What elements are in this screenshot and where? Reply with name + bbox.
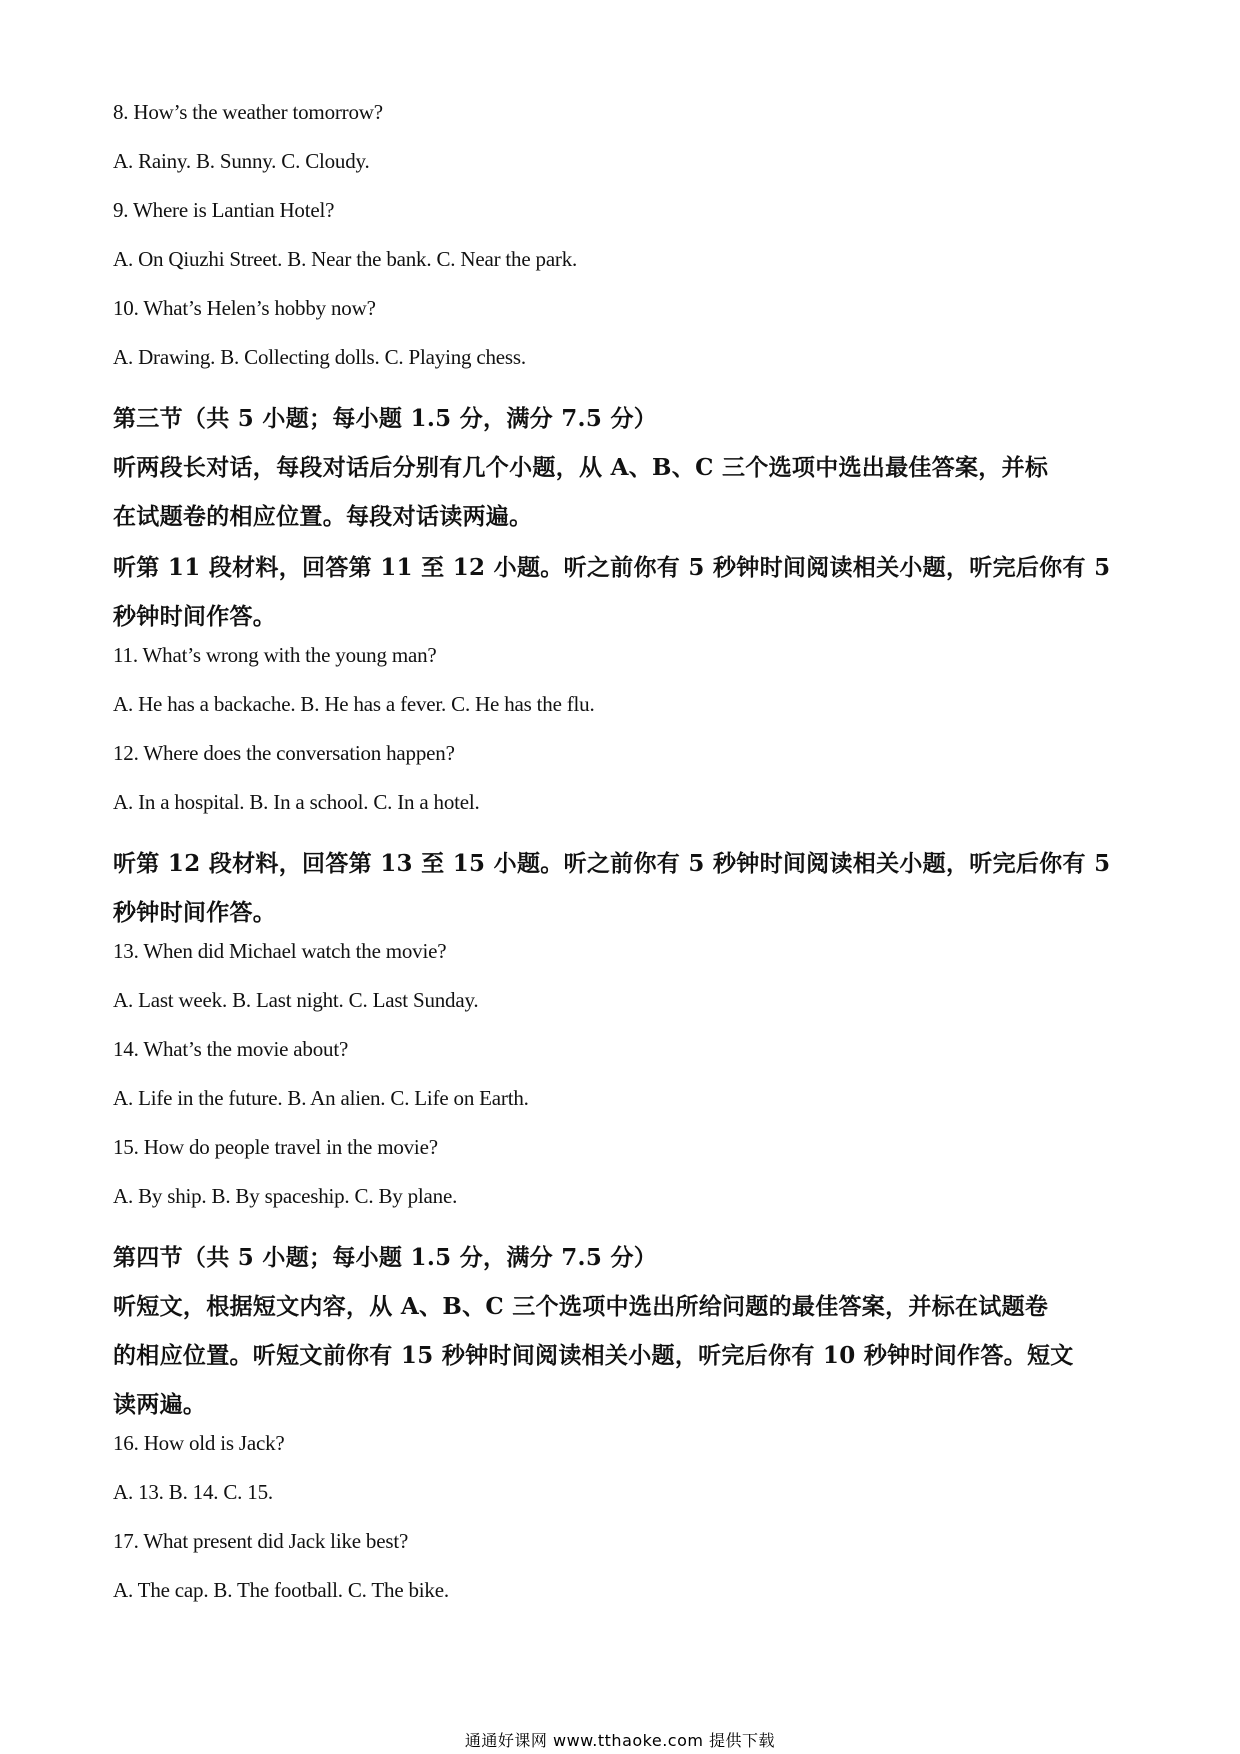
options-16: A. 13. B. 14. C. 15. (113, 1480, 273, 1504)
question-12: 12. Where does the conversation happen? (113, 741, 455, 765)
material-11-instructions-line-2: 秒钟时间作答。 (113, 603, 277, 630)
section-3-instructions-line-2: 在试题卷的相应位置。每段对话读两遍。 (113, 503, 533, 530)
options-15: A. By ship. B. By spaceship. C. By plane. (113, 1184, 458, 1208)
material-12-instructions-line-2: 秒钟时间作答。 (113, 899, 277, 926)
options-10: A. Drawing. B. Collecting dolls. C. Playing chess. (113, 345, 526, 369)
section-4-instructions-line-3: 读两遍。 (113, 1391, 207, 1418)
options-17: A. The cap. B. The football. C. The bike. (113, 1578, 449, 1602)
section-3-instructions (113, 443, 1133, 541)
section-3-instructions-line-1: 听两段长对话，每段对话后分别有几个小题，从 A、B、C 三个选项中选出最佳答案，并标 (113, 454, 1049, 481)
question-15: 15. How do people travel in the movie? (113, 1135, 438, 1159)
document-page (113, 100, 1133, 1627)
section-4-heading: 第四节（共 5 小题；每小题 1.5 分，满分 7.5 分） (113, 1244, 658, 1271)
question-9: 9. Where is Lantian Hotel? (113, 198, 335, 222)
section-4-instructions-line-1: 听短文，根据短文内容，从 A、B、C 三个选项中选出所给问题的最佳答案，并标在试题卷 (113, 1293, 1049, 1320)
material-11-instructions-line-1: 听第 11 段材料，回答第 11 至 12 小题。听之前你有 5 秒钟时间阅读相关小题，听完后你有 5 (113, 554, 1111, 581)
question-11: 11. What’s wrong with the young man? (113, 643, 437, 667)
question-16: 16. How old is Jack? (113, 1431, 285, 1455)
question-17: 17. What present did Jack like best? (113, 1529, 409, 1553)
material-12-instructions (113, 839, 1133, 937)
question-10: 10. What’s Helen’s hobby now? (113, 296, 376, 320)
footer-watermark: 通通好课网 www.tthaoke.com 提供下载 (464, 1731, 776, 1750)
section-3-heading: 第三节（共 5 小题；每小题 1.5 分，满分 7.5 分） (113, 405, 658, 432)
question-8: 8. How’s the weather tomorrow? (113, 100, 383, 124)
question-14: 14. What’s the movie about? (113, 1037, 349, 1061)
options-8: A. Rainy. B. Sunny. C. Cloudy. (113, 149, 370, 173)
options-11: A. He has a backache. B. He has a fever. C. He has the flu. (113, 692, 595, 716)
material-12-instructions-line-1: 听第 12 段材料，回答第 13 至 15 小题。听之前你有 5 秒钟时间阅读相关小题，听完后你有 5 (113, 850, 1111, 877)
question-13: 13. When did Michael watch the movie? (113, 939, 447, 963)
section-4-instructions (113, 1282, 1133, 1429)
options-12: A. In a hospital. B. In a school. C. In a hotel. (113, 790, 480, 814)
options-9: A. On Qiuzhi Street. B. Near the bank. C. Near the park. (113, 247, 578, 271)
material-11-instructions (113, 543, 1133, 641)
options-13: A. Last week. B. Last night. C. Last Sunday. (113, 988, 479, 1012)
section-4-instructions-line-2: 的相应位置。听短文前你有 15 秒钟时间阅读相关小题，听完后你有 10 秒钟时间作答。短文 (113, 1342, 1074, 1369)
options-14: A. Life in the future. B. An alien. C. Life on Earth. (113, 1086, 529, 1110)
